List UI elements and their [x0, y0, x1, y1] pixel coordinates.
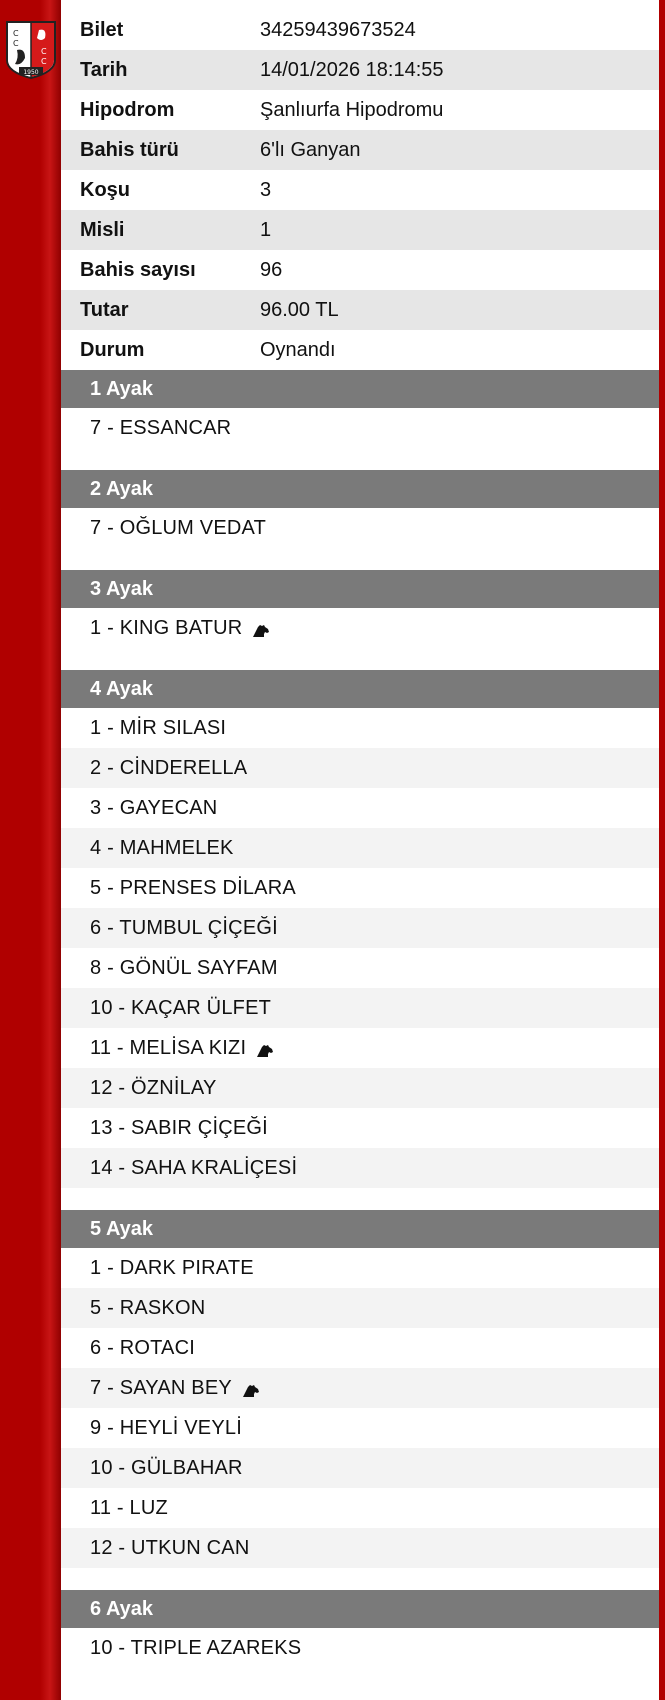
- horse-row: [61, 868, 659, 908]
- horse-name: 1 - KING BATUR: [90, 616, 243, 639]
- horse-row: [61, 1248, 659, 1288]
- leg-spacer: [61, 448, 659, 470]
- info-label: Bilet: [80, 18, 124, 41]
- leg-spacer: [61, 1188, 659, 1210]
- info-row-bahis-sayisi: [61, 250, 659, 290]
- logo-year: 1950: [23, 69, 39, 76]
- horse-name: 11 - LUZ: [90, 1496, 168, 1519]
- horse-name: 13 - SABIR ÇİÇEĞİ: [90, 1116, 268, 1139]
- horse-name: 7 - ESSANCAR: [90, 416, 232, 439]
- horse-name: 4 - MAHMELEK: [90, 836, 234, 859]
- svg-text:C: C: [41, 47, 47, 56]
- horse-name: 9 - HEYLİ VEYLİ: [90, 1416, 242, 1439]
- horse-head-icon: [256, 1041, 274, 1055]
- horse-row: [61, 828, 659, 868]
- horse-name: 10 - GÜLBAHAR: [90, 1456, 243, 1479]
- horse-name: 2 - CİNDERELLA: [90, 756, 248, 779]
- horse-name: 6 - TUMBUL ÇİÇEĞİ: [90, 916, 278, 939]
- horse-row: [61, 1328, 659, 1368]
- horse-row: [61, 1488, 659, 1528]
- horse-row: [61, 748, 659, 788]
- leg-header-5: 5 Ayak: [61, 1210, 659, 1248]
- horse-row: [61, 708, 659, 748]
- leg-spacer: [61, 1568, 659, 1590]
- info-label: Tutar: [80, 298, 129, 321]
- leg-header-2: 2 Ayak: [61, 470, 659, 508]
- info-row-tutar: [61, 290, 659, 330]
- horse-name: 12 - UTKUN CAN: [90, 1536, 250, 1559]
- info-row-bahis-turu: [61, 130, 659, 170]
- horse-row: [61, 1028, 659, 1068]
- horse-row: [61, 1148, 659, 1188]
- horse-row: [61, 1528, 659, 1568]
- horse-name: 1 - MİR SILASI: [90, 716, 227, 739]
- legs-list: [61, 370, 659, 1690]
- svg-text:C: C: [13, 29, 19, 38]
- ticket-info-table: [61, 10, 659, 370]
- horse-row: [61, 1068, 659, 1108]
- club-crest-icon: [5, 20, 57, 80]
- horse-row: [61, 988, 659, 1028]
- info-value: Şanlıurfa Hipodromu: [260, 98, 444, 121]
- leg-header-6: 6 Ayak: [61, 1590, 659, 1628]
- horse-name: 5 - RASKON: [90, 1296, 206, 1319]
- horse-name: 5 - PRENSES DİLARA: [90, 876, 296, 899]
- info-label: Tarih: [80, 58, 128, 81]
- leg-spacer: [61, 1668, 659, 1690]
- leg-spacer: [61, 548, 659, 570]
- info-label: Durum: [80, 338, 145, 361]
- horse-name: 14 - SAHA KRALİÇESİ: [90, 1156, 298, 1179]
- svg-text:C: C: [41, 57, 47, 66]
- ticket-detail: [61, 10, 659, 1690]
- info-value: 34259439673524: [260, 18, 416, 41]
- info-row-bilet: [61, 10, 659, 50]
- leg-header-4: 4 Ayak: [61, 670, 659, 708]
- info-label: Hipodrom: [80, 98, 175, 121]
- leg-header-1: 1 Ayak: [61, 370, 659, 408]
- info-label: Misli: [80, 218, 125, 241]
- info-value: 1: [260, 218, 272, 241]
- horse-name: 11 - MELİSA KIZI: [90, 1036, 247, 1059]
- horse-row: [61, 608, 659, 648]
- info-row-misli: [61, 210, 659, 250]
- info-value: 6'lı Ganyan: [260, 138, 361, 161]
- info-value: 14/01/2026 18:14:55: [260, 58, 444, 81]
- horse-row: [61, 508, 659, 548]
- info-row-kosu: [61, 170, 659, 210]
- horse-row: [61, 788, 659, 828]
- horse-name: 1 - DARK PIRATE: [90, 1256, 254, 1279]
- horse-name: 7 - SAYAN BEY: [90, 1376, 232, 1399]
- horse-row: [61, 908, 659, 948]
- info-label: Koşu: [80, 178, 130, 201]
- info-label: Bahis sayısı: [80, 258, 196, 281]
- horse-row: [61, 1108, 659, 1148]
- horse-row: [61, 1368, 659, 1408]
- horse-name: 3 - GAYECAN: [90, 796, 218, 819]
- info-value: 96.00 TL: [260, 298, 339, 321]
- info-value: 96: [260, 258, 283, 281]
- horse-name: 7 - OĞLUM VEDAT: [90, 516, 266, 539]
- horse-name: 6 - ROTACI: [90, 1336, 195, 1359]
- info-row-hipodrom: [61, 90, 659, 130]
- horse-row: [61, 1448, 659, 1488]
- info-label: Bahis türü: [80, 138, 179, 161]
- horse-name: 8 - GÖNÜL SAYFAM: [90, 956, 278, 979]
- leg-header-3: 3 Ayak: [61, 570, 659, 608]
- info-value: 3: [260, 178, 272, 201]
- info-row-tarih: [61, 50, 659, 90]
- horse-name: 10 - KAÇAR ÜLFET: [90, 996, 272, 1019]
- leg-spacer: [61, 648, 659, 670]
- horse-row: [61, 1288, 659, 1328]
- horse-name: 10 - TRIPLE AZAREKS: [90, 1636, 302, 1659]
- horse-row: [61, 948, 659, 988]
- horse-head-icon: [242, 1381, 260, 1395]
- svg-text:C: C: [13, 39, 19, 48]
- horse-name: 12 - ÖZNİLAY: [90, 1076, 217, 1099]
- horse-row: [61, 1408, 659, 1448]
- horse-row: [61, 1628, 659, 1668]
- horse-head-icon: [252, 621, 270, 635]
- horse-row: [61, 408, 659, 448]
- info-row-durum: [61, 330, 659, 370]
- info-value: Oynandı: [260, 338, 336, 361]
